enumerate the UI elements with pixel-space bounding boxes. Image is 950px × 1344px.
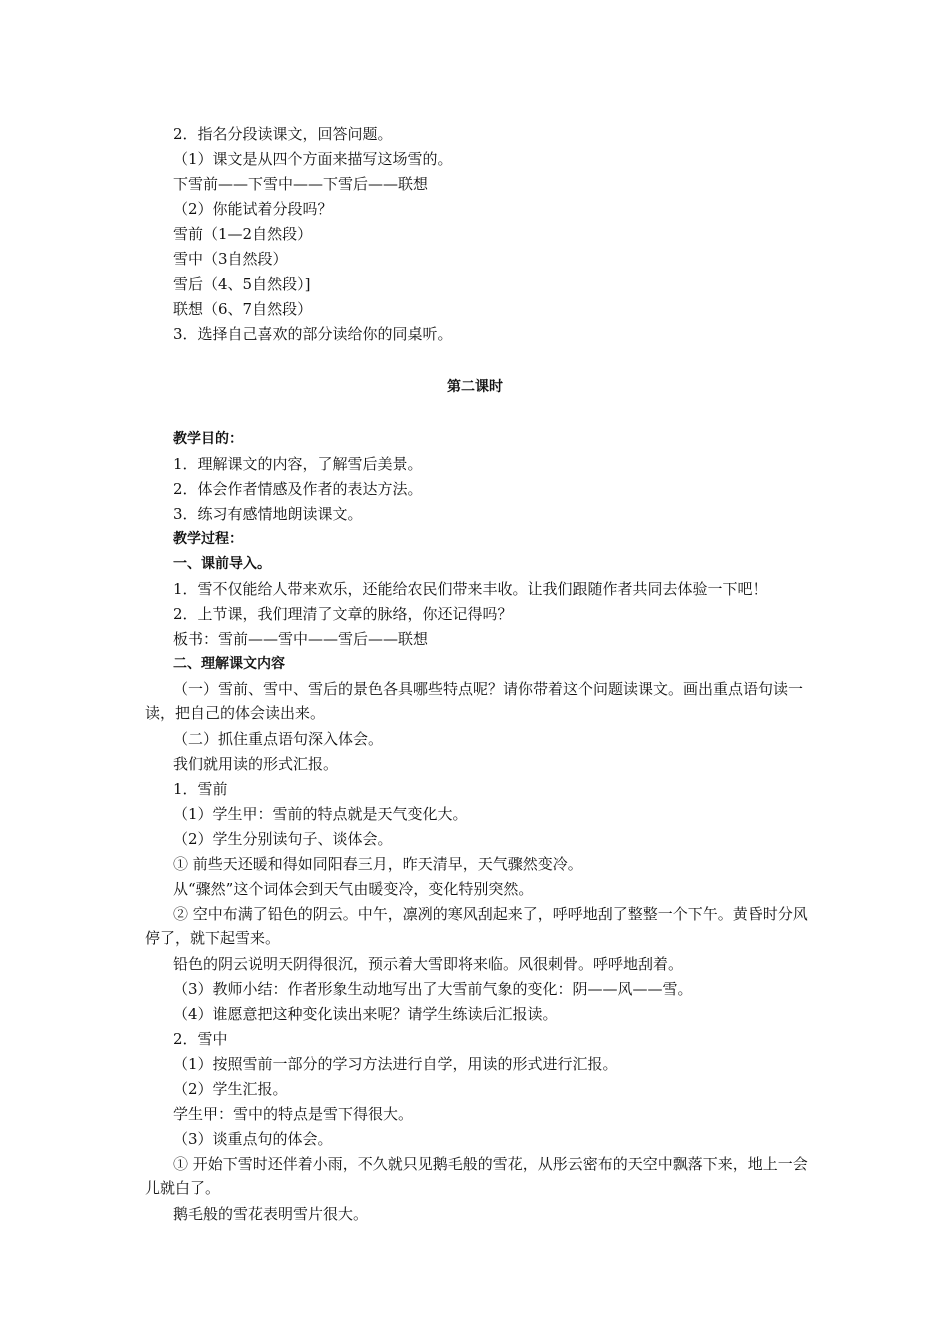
text-line: （3）教师小结：作者形象生动地写出了大雪前气象的变化：阴——风——雪。: [173, 980, 693, 998]
paragraph: ② 空中布满了铅色的阴云。中午，凛冽的寒风刮起来了，呼呼地刮了整整一个下午。黄昏时分风停了，就下起雪来。: [145, 905, 808, 947]
text-line: 1．理解课文的内容，了解雪后美景。: [173, 455, 423, 473]
text-line: 1．雪前: [173, 780, 228, 798]
text-line: （2）你能试着分段吗？: [173, 200, 333, 218]
text-line: （二）抓住重点语句深入体会。: [173, 730, 384, 748]
text-line: 3．练习有感情地朗读课文。: [173, 505, 363, 523]
text-line: 学生甲：雪中的特点是雪下得很大。: [173, 1105, 414, 1123]
text-line: 3．选择自己喜欢的部分读给你的同桌听。: [173, 325, 453, 343]
text-line: （1）按照雪前一部分的学习方法进行自学，用读的形式进行汇报。: [173, 1055, 618, 1073]
text-line: 下雪前——下雪中——下雪后——联想: [173, 175, 429, 193]
text-line: （4）谁愿意把这种变化读出来呢？请学生练读后汇报读。: [173, 1005, 558, 1023]
text-line: 2．体会作者情感及作者的表达方法。: [173, 480, 423, 498]
heading-understand: 二、理解课文内容: [173, 656, 285, 672]
text-line: 从“骤然”这个词体会到天气由暖变冷，变化特别突然。: [173, 880, 534, 898]
heading-objectives: 教学目的：: [173, 431, 243, 447]
text-line: 铅色的阴云说明天阴得很沉，预示着大雪即将来临。风很刺骨。呼呼地刮着。: [173, 955, 684, 973]
text-line: 1．雪不仅能给人带来欢乐，还能给农民们带来丰收。让我们跟随作者共同去体验一下吧！: [173, 580, 768, 598]
text-line: （2）学生汇报。: [173, 1080, 288, 1098]
heading-process: 教学过程：: [173, 531, 243, 547]
text-line: 雪中（3自然段）: [173, 250, 288, 268]
text-line: ① 前些天还暖和得如同阳春三月，昨天清早，天气骤然变冷。: [173, 855, 583, 873]
paragraph: （一）雪前、雪中、雪后的景色各具哪些特点呢？请你带着这个问题读课文。画出重点语句读一读，把自己的体会读出来。: [145, 680, 804, 722]
text-line: （1）学生甲：雪前的特点就是天气变化大。: [173, 805, 468, 823]
text-line: 我们就用读的形式汇报。: [173, 755, 339, 773]
heading-intro: 一、课前导入。: [173, 556, 271, 572]
text-line: 雪后（4、5自然段）]: [173, 275, 311, 293]
section-title: 第二课时: [447, 379, 503, 395]
text-line: 板书：雪前——雪中——雪后——联想: [173, 630, 429, 648]
paragraph: ① 开始下雪时还伴着小雨，不久就只见鹅毛般的雪花，从彤云密布的天空中飘落下来，地上一会儿就白了。: [145, 1155, 808, 1197]
text-line: （1）课文是从四个方面来描写这场雪的。: [173, 150, 453, 168]
text-line: 雪前（1—2自然段）: [173, 225, 313, 243]
text-line: 2．上节课，我们理清了文章的脉络，你还记得吗？: [173, 605, 513, 623]
text-line: 联想（6、7自然段）: [173, 300, 313, 318]
text-line: （2）学生分别读句子、谈体会。: [173, 830, 393, 848]
text-line: 鹅毛般的雪花表明雪片很大。: [173, 1205, 369, 1223]
text-line: （3）谈重点句的体会。: [173, 1130, 333, 1148]
text-line: 2．指名分段读课文，回答问题。: [173, 125, 393, 143]
text-line: 2．雪中: [173, 1030, 228, 1048]
